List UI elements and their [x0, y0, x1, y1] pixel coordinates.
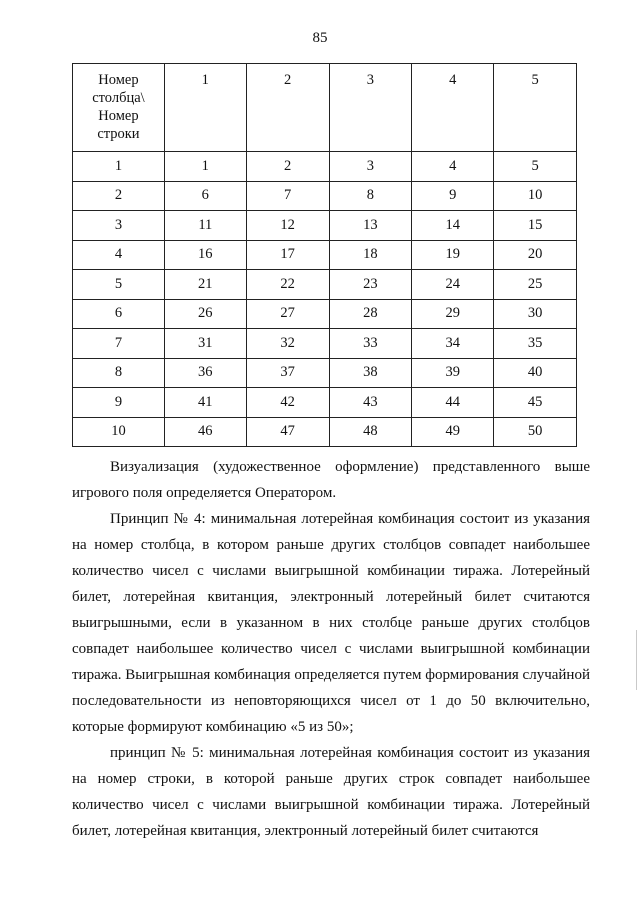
- table-cell: 7: [246, 181, 329, 211]
- row-label-cell: 6: [73, 299, 165, 329]
- table-cell: 32: [246, 329, 329, 359]
- table-cell: 13: [329, 211, 412, 241]
- row-label-cell: 5: [73, 270, 165, 300]
- table-cell: 14: [412, 211, 494, 241]
- table-cell: 25: [494, 270, 577, 300]
- table-cell: 47: [246, 417, 329, 447]
- table-cell: 35: [494, 329, 577, 359]
- table-cell: 10: [494, 181, 577, 211]
- column-header: 3: [329, 64, 412, 152]
- table-cell: 40: [494, 358, 577, 388]
- table-cell: 12: [246, 211, 329, 241]
- table-cell: 16: [164, 240, 246, 270]
- table-row: [73, 211, 577, 241]
- table-row: [73, 181, 577, 211]
- table-cell: 48: [329, 417, 412, 447]
- row-label-cell: 10: [73, 417, 165, 447]
- table-cell: 8: [329, 181, 412, 211]
- table-cell: 9: [412, 181, 494, 211]
- table-cell: 19: [412, 240, 494, 270]
- table-cell: 29: [412, 299, 494, 329]
- row-label-cell: 8: [73, 358, 165, 388]
- table-cell: 50: [494, 417, 577, 447]
- table-cell: 44: [412, 388, 494, 418]
- corner-header-line: Номер: [98, 72, 139, 88]
- paragraph-principle-4: Принцип № 4: минимальная лотерейная комбинация состоит из указания на номер столбца, в котором раньше других столбцов совпадет наибольшее количество чисел с числами выигрышной комбинации тиража. Лотерейный билет, лотерейная квитанция, электронный лотерейный билет считаются выигрышными, если в указанном в них столбце раньше других столбцов совпадет наибольшее количество чисел с числами выигрышной комбинации тиража. Выигрышная комбинация определяется путем формирования случайной последовательности из неповторяющихся чисел от 1 до 50 включительно, которые формируют комбинацию «5 из 50»;: [72, 511, 590, 735]
- table-cell: 49: [412, 417, 494, 447]
- table-cell: 41: [164, 388, 246, 418]
- table-row: [73, 152, 577, 182]
- row-label-cell: 2: [73, 181, 165, 211]
- row-label-cell: 9: [73, 388, 165, 418]
- corner-header-cell: [73, 64, 165, 152]
- table-cell: 4: [412, 152, 494, 182]
- table-cell: 26: [164, 299, 246, 329]
- table-cell: 22: [246, 270, 329, 300]
- table-cell: 39: [412, 358, 494, 388]
- column-header: 1: [164, 64, 246, 152]
- table-row: [73, 299, 577, 329]
- corner-header-line: Номер: [98, 108, 139, 124]
- column-header: 5: [494, 64, 577, 152]
- table-cell: 21: [164, 270, 246, 300]
- column-header: 4: [412, 64, 494, 152]
- table-cell: 30: [494, 299, 577, 329]
- row-label-cell: 1: [73, 152, 165, 182]
- table-header-row: [73, 64, 577, 152]
- number-grid-table: [72, 63, 577, 447]
- table-cell: 46: [164, 417, 246, 447]
- corner-header-line: строки: [97, 126, 140, 142]
- table-row: [73, 388, 577, 418]
- table-cell: 18: [329, 240, 412, 270]
- table-cell: 45: [494, 388, 577, 418]
- table-cell: 1: [164, 152, 246, 182]
- table-cell: 5: [494, 152, 577, 182]
- column-header: 2: [246, 64, 329, 152]
- table-cell: 17: [246, 240, 329, 270]
- table-cell: 36: [164, 358, 246, 388]
- table-cell: 11: [164, 211, 246, 241]
- table-body: [73, 64, 577, 447]
- table-row: [73, 358, 577, 388]
- table-cell: 6: [164, 181, 246, 211]
- row-label-cell: 4: [73, 240, 165, 270]
- table-cell: 27: [246, 299, 329, 329]
- body-text: [72, 454, 590, 844]
- table-row: [73, 240, 577, 270]
- page-number: 85: [312, 30, 328, 46]
- table-cell: 43: [329, 388, 412, 418]
- table-cell: 38: [329, 358, 412, 388]
- corner-header-line: столбца\: [92, 90, 145, 106]
- table-cell: 33: [329, 329, 412, 359]
- table-cell: 34: [412, 329, 494, 359]
- table-cell: 28: [329, 299, 412, 329]
- table-cell: 23: [329, 270, 412, 300]
- table-cell: 37: [246, 358, 329, 388]
- table-row: [73, 270, 577, 300]
- row-label-cell: 7: [73, 329, 165, 359]
- paragraph-principle-5: принцип № 5: минимальная лотерейная комбинация состоит из указания на номер строки, в которой раньше других строк совпадет наибольшее количество чисел с числами выигрышной комбинации тиража. Лотерейный билет, лотерейная квитанция, электронный лотерейный билет считаются: [72, 745, 590, 839]
- table-cell: 15: [494, 211, 577, 241]
- scan-edge-mark: [636, 630, 637, 690]
- table-cell: 24: [412, 270, 494, 300]
- paragraph-visualization: Визуализация (художественное оформление) представленного выше игрового поля определяется Оператором.: [72, 459, 590, 501]
- table-row: [73, 417, 577, 447]
- table-cell: 31: [164, 329, 246, 359]
- table-cell: 42: [246, 388, 329, 418]
- table-row: [73, 329, 577, 359]
- table-cell: 2: [246, 152, 329, 182]
- table-cell: 20: [494, 240, 577, 270]
- table-cell: 3: [329, 152, 412, 182]
- row-label-cell: 3: [73, 211, 165, 241]
